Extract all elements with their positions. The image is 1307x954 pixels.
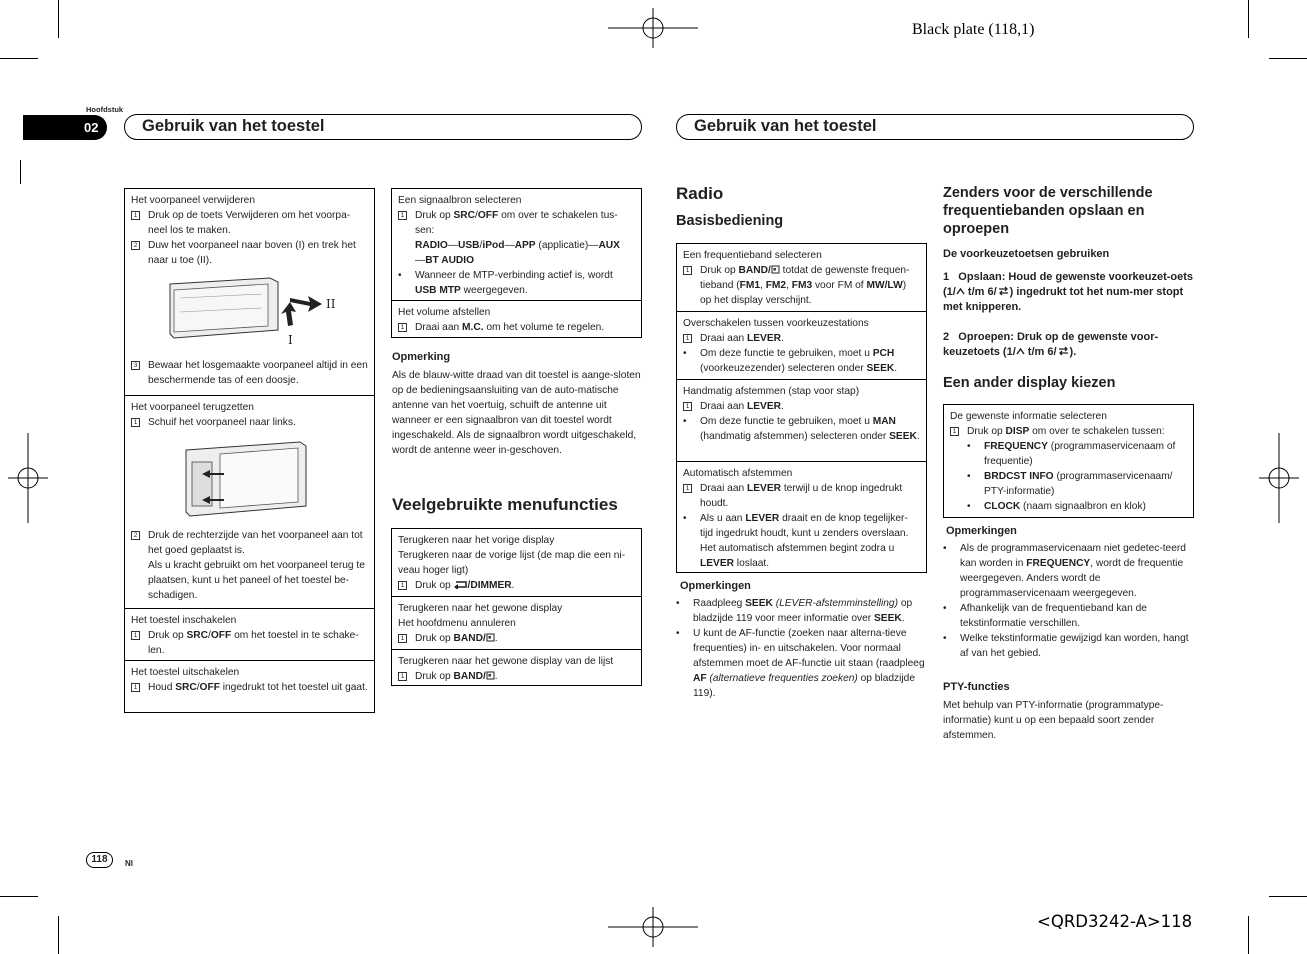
registration-target-top (608, 8, 698, 48)
radio-panel (676, 243, 927, 573)
text: t/m 6/ (1024, 346, 1057, 358)
up-icon (956, 287, 965, 296)
store-heading: Zenders voor de verschillende frequentiebanden opslaan en oproepen (943, 185, 1153, 237)
text: — (447, 240, 459, 251)
manual-step (683, 399, 920, 414)
display-notes-title: Opmerkingen (946, 525, 1017, 537)
step-number: 1 (131, 211, 140, 220)
key-band: BAND/ (738, 265, 771, 276)
text: Druk op (415, 580, 454, 591)
power-on-step (131, 628, 368, 658)
manual-title: Handmatig afstemmen (stap voor stap) (683, 386, 860, 397)
text: Afhankelijk van de frequentieband kan de tekstinformatie verschillen. (960, 603, 1147, 629)
escape-icon (486, 671, 495, 680)
bullet-icon: • (683, 513, 687, 524)
text: . (901, 613, 905, 624)
power-on-section (125, 609, 374, 661)
menu-normal-section (392, 597, 641, 650)
text: weergegeven. (460, 285, 528, 296)
text: Druk op (415, 633, 454, 644)
text: — (504, 240, 515, 251)
remove-panel-illustration (150, 274, 350, 354)
refit-panel-section (125, 396, 374, 609)
text: op bladzijde 119). (693, 673, 916, 699)
remove-step-3 (131, 358, 368, 388)
source-bt-audio: BT AUDIO (425, 255, 475, 266)
power-off-step (131, 680, 368, 695)
display-note-2 (943, 601, 1195, 631)
refit-step-2-text: Druk de rechterzijde van het voorpaneel aan tot het goed geplaatst is. (148, 530, 363, 556)
language-code: Nl (125, 859, 133, 868)
step-number: 2 (131, 241, 140, 250)
preset-step (683, 331, 920, 346)
refit-step-1 (131, 415, 368, 430)
band-fm2: FM2 (765, 280, 787, 291)
step-number: 1 (683, 334, 692, 343)
band-fm3: FM3 (791, 280, 813, 291)
brdcst-info: BRDCST INFO (984, 471, 1054, 482)
text: , (786, 280, 792, 291)
pty-text: Met behulp van PTY-informatie (programmatype-informatie) kunt u op een bepaald soort zender afstemmen. (943, 700, 1164, 741)
note-title: Opmerking (392, 351, 451, 363)
source-bullet (398, 268, 635, 298)
key-band: BAND/ (453, 671, 486, 682)
menu-prev-section (392, 529, 641, 597)
menu-normal-title-2: Het hoofdmenu annuleren (398, 618, 516, 629)
store-step-1 (943, 270, 1195, 315)
text: Draai aan (700, 483, 748, 494)
text: . (494, 671, 498, 682)
step-number: 1 (683, 402, 692, 411)
volume-section (392, 301, 641, 338)
registration-target-bottom (608, 907, 698, 947)
power-off-section (125, 661, 374, 698)
step-number: 1 (131, 631, 140, 640)
remove-step-3-text: Bewaar het losgemaakte voorpaneel altijd in een beschermende tas of een doosje. (148, 360, 368, 386)
text: Raadpleeg (693, 598, 746, 609)
text: Welke tekstinformatie gewijzigd kan worden, hangt af van het gebied. (960, 633, 1189, 659)
key-off: OFF (477, 210, 499, 221)
text: Houd (148, 682, 176, 693)
pty-heading: PTY-functies (943, 681, 1010, 693)
text: . (494, 633, 498, 644)
back-icon (454, 580, 468, 589)
text: om over te schakelen tussen: (1029, 426, 1165, 437)
text: / (196, 682, 200, 693)
store-step-2 (943, 330, 1195, 360)
crop-mark (20, 160, 21, 184)
radio-note-1 (676, 596, 926, 626)
text: om het volume te regelen. (483, 322, 605, 333)
remove-step-1-text: Druk op de toets Verwijderen om het voorpa-neel los te maken. (148, 210, 351, 236)
volume-step (398, 320, 635, 335)
remove-panel-section (125, 189, 374, 396)
text: , (760, 280, 766, 291)
bullet-icon: • (943, 543, 947, 554)
pch: PCH (872, 348, 895, 359)
source-radio: RADIO (415, 240, 448, 251)
band-title: Een frequentieband selecteren (683, 250, 822, 261)
text: (applicatie) (535, 240, 589, 251)
text: — (588, 240, 599, 251)
menu-list-title: Terugkeren naar het gewone display van de lijst (398, 656, 614, 667)
step-number: 1 (950, 427, 959, 436)
key-band: BAND/ (453, 633, 486, 644)
text: ingedrukt tot het toestel uit gaat. (219, 682, 368, 693)
auto-section (677, 462, 926, 574)
registration-target-left (8, 433, 48, 523)
text: om over te schakelen tus-sen: (415, 210, 618, 236)
key-mc: M.C. (462, 322, 484, 333)
step-number: 2 (943, 331, 950, 343)
radio-notes-title: Opmerkingen (680, 580, 751, 592)
crop-mark (1269, 58, 1307, 59)
display-note-1 (943, 541, 1195, 601)
step-number: 1 (398, 634, 407, 643)
bullet-icon: • (676, 628, 680, 639)
radio-note-2 (676, 626, 926, 701)
bullet-icon: • (683, 416, 687, 427)
menu-normal-step (398, 631, 635, 646)
label-ii: II (325, 297, 335, 311)
crop-mark (1269, 896, 1307, 897)
text: U kunt de AF-functie (zoeken naar alterna-tieve frequenties) in- en uitschakelen. Voor normaal afstemmen moet de AF-functie uit staan (raadpleeg (693, 628, 925, 669)
crop-mark (58, 916, 59, 954)
preset-keys-subheading: De voorkeuzetoetsen gebruiken (943, 248, 1110, 260)
preset-bullet (683, 346, 920, 376)
refit-step-1-text: Schuif het voorpaneel naar links. (148, 417, 296, 428)
display-option-3 (950, 499, 1187, 514)
note-text: Als de blauw-witte draad van dit toestel is aange-sloten op de bedieningsaansluiting van de auto-matische antenne van het voertuig, schuift de antenne uit wanneer er een signaalbron van dit toestel wordt ingeschakeld. Als de signaalbron wordt uitgeschakeld, wordt de antenne weer in-geschoven. (392, 370, 641, 456)
text: Om deze functie te gebruiken, moet u (700, 348, 873, 359)
text: Opslaan: Houd de gewenste voorkeuzet-oets (1/ (943, 271, 1194, 298)
escape-icon (486, 633, 495, 642)
seek: SEEK (889, 431, 917, 442)
text: Druk op (700, 265, 739, 276)
display-panel (943, 404, 1194, 518)
text: (programmaservicenaam of frequentie) (984, 441, 1176, 467)
auto-step (683, 481, 920, 511)
seek: SEEK (874, 613, 902, 624)
key-lever: LEVER (747, 333, 781, 344)
text: Druk op (967, 426, 1006, 437)
refit-step-2 (131, 528, 368, 603)
text: om het toestel in te schake-len. (148, 630, 359, 656)
af: AF (693, 673, 707, 684)
menu-list-step (398, 669, 635, 684)
crop-mark (1248, 0, 1249, 38)
repeat-icon (1057, 346, 1070, 356)
right-section-title: Gebruik van het toestel (676, 114, 1194, 140)
col1-panel (124, 188, 375, 713)
menu-panel (391, 528, 642, 686)
power-off-title: Het toestel uitschakelen (131, 667, 240, 678)
preset-title: Overschakelen tussen voorkeuzestations (683, 318, 869, 329)
bullet-icon: • (967, 501, 971, 512)
key-lever: LEVER (747, 483, 781, 494)
power-on-title: Het toestel inschakelen (131, 615, 237, 626)
repeat-icon (997, 286, 1010, 296)
step-number: 1 (398, 211, 407, 220)
source-usb: USB (458, 240, 480, 251)
basic-heading: Basisbediening (676, 213, 784, 229)
bullet-icon: • (398, 270, 402, 281)
text: t/m 6/ (964, 286, 997, 298)
band-fm1: FM1 (739, 280, 761, 291)
step-number: 1 (398, 672, 407, 681)
display-option-1 (950, 439, 1187, 469)
bullet-icon: • (683, 348, 687, 359)
plate-label: Black plate (118,1) (912, 21, 1035, 38)
remove-step-2-text: Duw het voorpaneel naar boven (I) en trek het naar u toe (II). (148, 240, 356, 266)
chapter-label: Hoofdstuk (86, 105, 124, 114)
text: Oproepen: Druk op de gewenste voor-keuzetoets (1/ (943, 331, 1159, 358)
display-notes (943, 541, 1195, 661)
text: . (780, 333, 784, 344)
text: Als de programmaservicenaam niet gedetec-teerd kan worden in (960, 543, 1186, 569)
chapter-number-tab: 02 (23, 115, 107, 140)
crop-mark (1248, 916, 1249, 954)
key-lever: LEVER (745, 513, 780, 524)
escape-icon (771, 265, 780, 274)
remove-step-1 (131, 208, 368, 238)
menu-prev-step (398, 578, 635, 593)
text: / (479, 240, 483, 251)
step-number: 1 (683, 266, 692, 275)
step-number: 1 (398, 323, 407, 332)
source-aux: AUX (598, 240, 620, 251)
bullet-icon: • (967, 471, 971, 482)
key-disp: DISP (1005, 426, 1030, 437)
text: Druk op (148, 630, 187, 641)
step-number: 1 (131, 683, 140, 692)
menu-prev-title-1: Terugkeren naar het vorige display (398, 535, 555, 546)
key-off: OFF (210, 630, 232, 641)
seek: SEEK (745, 598, 773, 609)
frequency: FREQUENCY (1026, 558, 1091, 569)
display-note-3 (943, 631, 1195, 661)
text: (naam signaalbron en klok) (1020, 501, 1146, 512)
source-app: APP (514, 240, 536, 251)
up-icon (1016, 347, 1025, 356)
text: Draai aan (700, 401, 748, 412)
manual-section (677, 380, 926, 462)
text: Draai aan (415, 322, 463, 333)
step-number: 1 (683, 484, 692, 493)
text: . (894, 363, 898, 374)
text: terwijl u de knop ingedrukt houdt. (700, 483, 903, 509)
page-number: 118 (86, 852, 113, 868)
refit-title: Het voorpaneel terugzetten (131, 402, 254, 413)
text: Als u aan (700, 513, 746, 524)
usb-mtp: USB MTP (415, 285, 461, 296)
left-section-title: Gebruik van het toestel (124, 114, 642, 140)
key-src: SRC (186, 630, 209, 641)
menu-list-section (392, 650, 641, 687)
auto-bullet (683, 511, 920, 571)
key-dimmer: /DIMMER (467, 580, 512, 591)
text: (voorkeuzezender) selecteren onder (700, 363, 867, 374)
registration-target-right (1259, 433, 1299, 523)
text: ) op het display verschijnt. (700, 280, 907, 306)
text: voor FM of (812, 280, 867, 291)
step-number: 1 (943, 271, 950, 283)
band-section (677, 244, 926, 312)
text: Om deze functie te gebruiken, moet u (700, 416, 873, 427)
text: Wanneer de MTP-verbinding actief is, wordt (415, 270, 613, 281)
text: totdat de gewenste frequen-tieband ( (700, 265, 910, 291)
band-mwlw: MW/LW (866, 280, 903, 291)
display-step (950, 424, 1187, 439)
text: . (780, 401, 784, 412)
step-number: 2 (131, 531, 140, 540)
text: (LEVER-afstemminstelling) (772, 598, 898, 609)
text: Draai aan (700, 333, 748, 344)
text: . (916, 431, 920, 442)
source-step (398, 208, 635, 268)
text: / (208, 630, 211, 641)
radio-notes (676, 596, 926, 701)
crop-mark (0, 896, 38, 897)
bullet-icon: • (676, 598, 680, 609)
text: Druk op (415, 210, 454, 221)
manual-bullet (683, 414, 920, 444)
text: ). (1069, 346, 1077, 358)
text: , wordt de frequentie weergegeven. Anders wordt de programmaservicenaam weergegeven. (960, 558, 1184, 599)
radio-heading: Radio (676, 184, 724, 203)
step-number: 3 (131, 361, 140, 370)
bullet-icon: • (943, 603, 947, 614)
step-number: 1 (131, 418, 140, 427)
text: / (475, 210, 478, 221)
frequency: FREQUENCY (984, 441, 1048, 452)
text: — (415, 255, 426, 266)
display-heading: Een ander display kiezen (943, 375, 1116, 391)
key-src: SRC (175, 682, 197, 693)
band-step (683, 263, 920, 308)
key-lever: LEVER (700, 558, 734, 569)
key-lever: LEVER (747, 401, 781, 412)
text: . (511, 580, 515, 591)
text: draait en de knop tegelijker-tijd ingedrukt houdt, kunt u zenders overslaan. Het automatisch afstemmen begint zodra u (700, 513, 909, 554)
refit-panel-illustration (180, 436, 320, 524)
source-volume-panel (391, 188, 642, 338)
source-title: Een signaalbron selecteren (398, 195, 522, 206)
refit-step-2-warning: Als u kracht gebruikt om het voorpaneel terug te plaatsen, kunt u het paneel of het toestel be-schadigen. (148, 560, 365, 601)
key-src: SRC (453, 210, 476, 221)
text: op bladzijde 119 voor meer informatie over (693, 598, 913, 624)
remove-step-2 (131, 238, 368, 268)
text: ) ingedrukt tot het num-mer stopt met knipperen. (943, 286, 1184, 313)
volume-title: Het volume afstellen (398, 307, 491, 318)
preset-section (677, 312, 926, 380)
menu-heading: Veelgebruikte menufuncties (392, 495, 618, 514)
source-ipod: iPod (482, 240, 505, 251)
display-option-2 (950, 469, 1187, 499)
auto-title: Automatisch afstemmen (683, 468, 793, 479)
menu-prev-title-2: Terugkeren naar de vorige lijst (de map die een ni-veau hoger ligt) (398, 550, 626, 576)
step-number: 1 (398, 581, 407, 590)
label-i: I (287, 333, 293, 347)
crop-mark (0, 58, 38, 59)
seek: SEEK (866, 363, 895, 374)
text: Druk op (415, 671, 454, 682)
key-off: OFF (199, 682, 220, 693)
clock: CLOCK (984, 501, 1021, 512)
display-title: De gewenste informatie selecteren (950, 411, 1107, 422)
bullet-icon: • (943, 633, 947, 644)
text: loslaat. (733, 558, 770, 569)
bullet-icon: • (967, 441, 971, 452)
display-section (944, 405, 1193, 517)
remove-title: Het voorpaneel verwijderen (131, 195, 256, 206)
text: (handmatig afstemmen) selecteren onder (700, 431, 890, 442)
man: MAN (872, 416, 896, 427)
document-code: <QRD3242-A>118 (1037, 912, 1193, 931)
text: (alternatieve frequenties zoeken) (706, 673, 858, 684)
menu-normal-title-1: Terugkeren naar het gewone display (398, 603, 563, 614)
source-section (392, 189, 641, 301)
crop-mark (58, 0, 59, 38)
text: (programmaservicenaam/ PTY-informatie) (984, 471, 1173, 497)
